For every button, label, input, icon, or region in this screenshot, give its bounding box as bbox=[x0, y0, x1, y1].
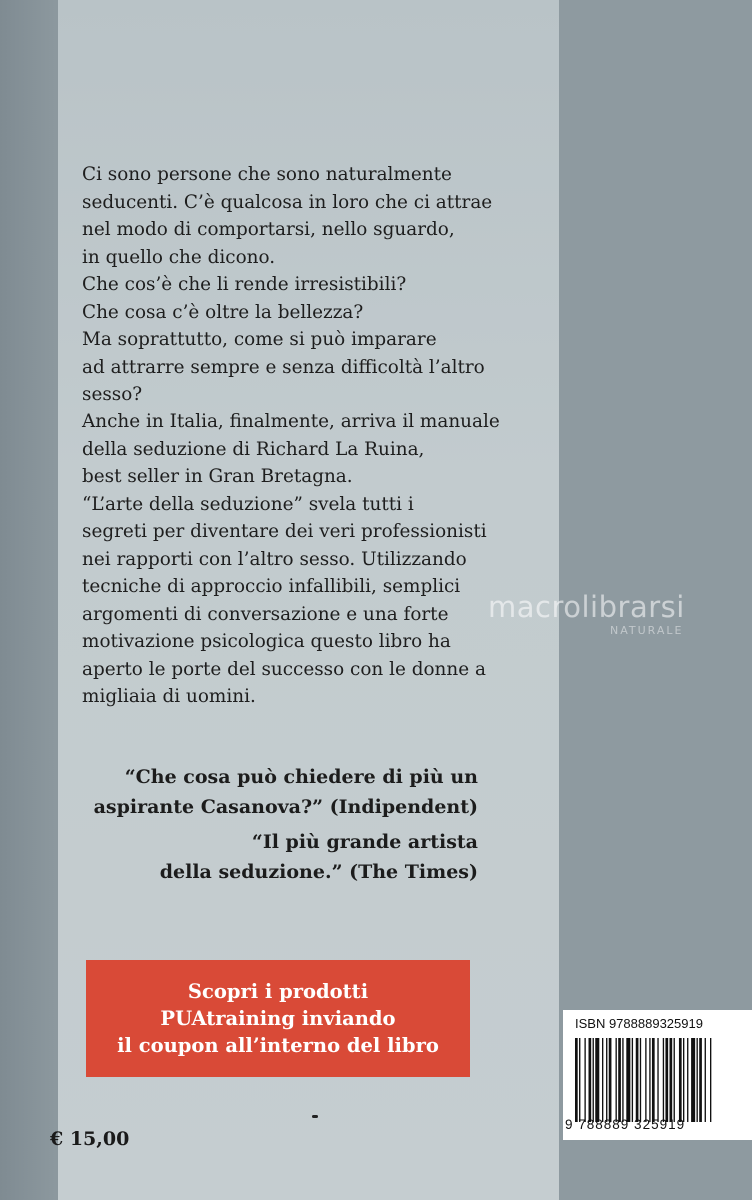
barcode-digits: 9 788889 325919 bbox=[565, 1117, 686, 1132]
watermark-tagline: NATURALE bbox=[610, 624, 684, 637]
promo-text: Scopri i prodotti PUAtraining inviando il coupon all’interno del libro bbox=[117, 980, 439, 1057]
review-quote-1: “Che cosa può chiedere di più un aspirante Casanova?” (Indipendent) bbox=[93, 766, 478, 818]
printing-mark bbox=[312, 1115, 318, 1118]
barcode-panel bbox=[563, 1010, 752, 1140]
description-paragraph-1: Ci sono persone che sono naturalmente seducenti. C’è qualcosa in loro che ci attrae nel modo di comportarsi, nello sguardo, in quello che dicono. Che cos’è che li rende irresistibili? Che cosa c’è oltre la bellezza? Ma soprattutto, come si può imparare ad attrarre sempre e senza difficoltà l’altro sesso? bbox=[82, 164, 493, 405]
barcode-bars bbox=[575, 1038, 741, 1122]
review-quote-2: “Il più grande artista della seduzione.” (The Times) bbox=[159, 831, 478, 883]
price-label: € 15,00 bbox=[50, 1128, 130, 1150]
isbn-label: ISBN 9788889325919 bbox=[575, 1016, 703, 1031]
promo-box bbox=[86, 960, 470, 1077]
watermark-logo: macrolibrarsi bbox=[488, 590, 685, 624]
description-paragraph-2: Anche in Italia, finalmente, arriva il manuale della seduzione di Richard La Ruina, best seller in Gran Bretagna. “L’arte della seduzione” svela tutti i segreti per diventare dei veri professionisti nei rapporti con l’altro sesso. Utilizzando tecniche di approccio infallibili, semplici argomenti di conversazione e una forte motivazione psicologica questo libro ha aperto le porte del successo con le donne a migliaia di uomini. bbox=[82, 411, 500, 707]
